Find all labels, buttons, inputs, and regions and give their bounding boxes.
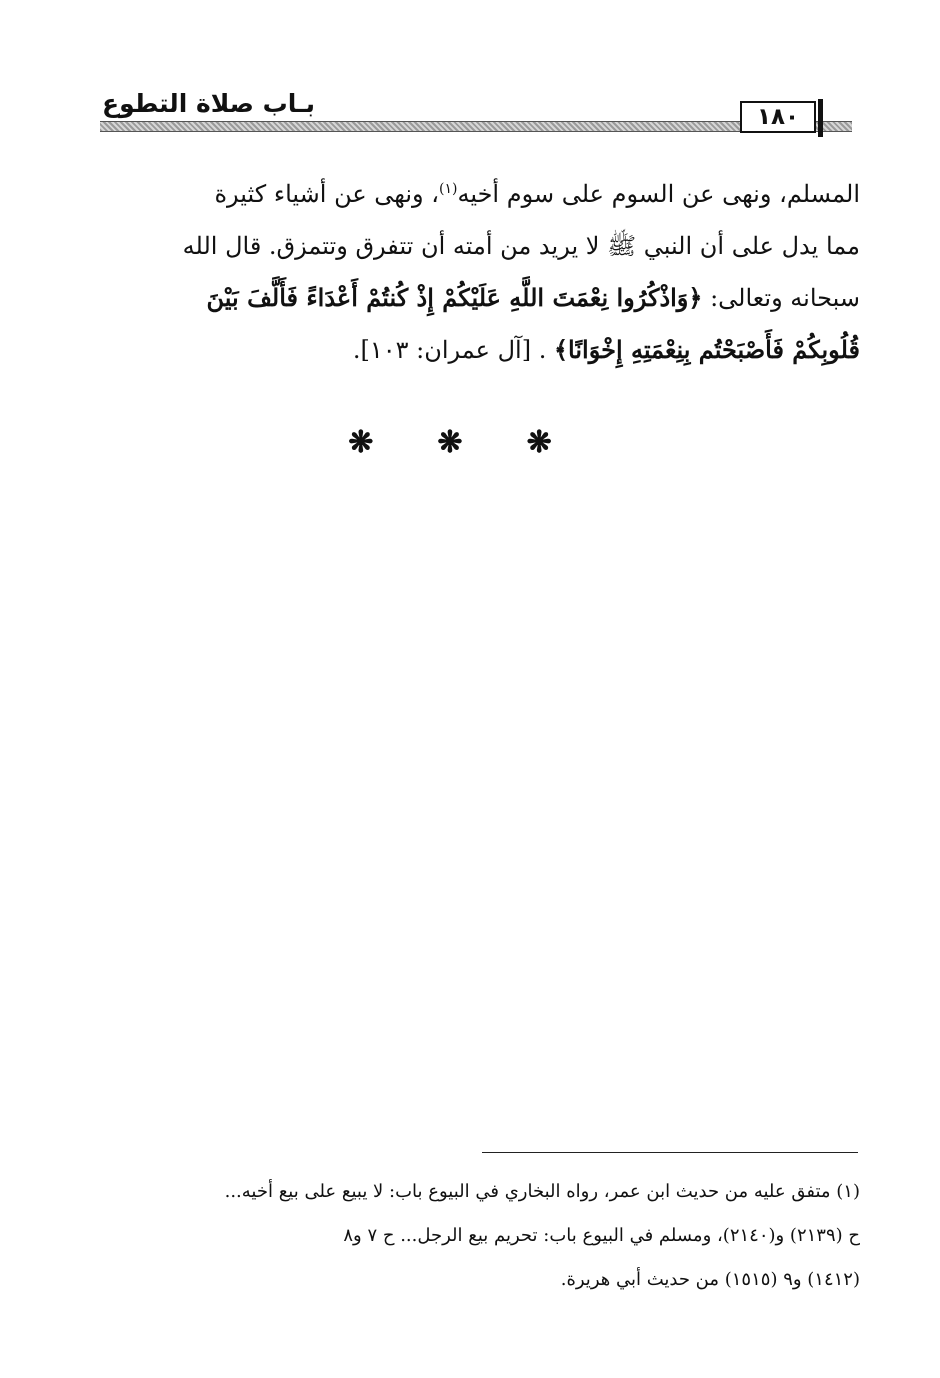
text-segment: المسلم، ونهى عن السوم على سوم أخيه <box>457 180 860 208</box>
footnote-line: ح (٢١٣٩) و(٢١٤٠)، ومسلم في البيوع باب: تحريم بيع الرجل... ح ٧ و٨ <box>343 1225 860 1246</box>
asterisk-ornament: ❋ <box>437 425 503 460</box>
footnote-divider <box>482 1152 858 1153</box>
footnote-line: (١٤١٢) و٩ (١٥١٥) من حديث أبي هريرة. <box>560 1269 860 1290</box>
main-text <box>100 168 860 376</box>
quran-verse: ﴿وَاذْكُرُوا نِعْمَتَ اللَّهِ عَلَيْكُمْ إِذْ كُنتُمْ أَعْدَاءً فَأَلَّفَ بَيْنَ <box>206 283 703 312</box>
asterisk-ornament: ❋ <box>348 425 414 460</box>
verse-reference: . [آل عمران: ١٠٣]. <box>352 336 547 364</box>
text-line <box>100 168 860 220</box>
page-number: ١٨٠ <box>756 104 800 130</box>
page-number-box <box>740 101 816 133</box>
asterisk-ornament: ❋ <box>526 425 592 460</box>
footnotes <box>100 1170 860 1302</box>
text-line: مما يدل على أن النبي ﷺ لا يريد من أمته أن تتفرق وتتمزق. قال الله <box>182 232 860 260</box>
footnote-line: (١) متفق عليه من حديث ابن عمر، رواه البخاري في البيوع باب: لا يبيع على بيع أخيه... <box>224 1181 860 1202</box>
quran-verse: قُلُوبِكُمْ فَأَصْبَحْتُم بِنِعْمَتِهِ إِخْوَانًا﴾ <box>553 335 860 364</box>
text-line <box>100 272 860 324</box>
chapter-title: بـاب صلاة التطوع <box>102 89 316 118</box>
text-line <box>100 324 860 376</box>
text-segment: ، ونهى عن أشياء كثيرة <box>214 180 439 208</box>
section-separator <box>0 425 940 460</box>
footnote-reference: (١) <box>439 181 458 197</box>
page-header <box>100 88 852 136</box>
text-segment: سبحانه وتعالى: <box>710 284 860 312</box>
